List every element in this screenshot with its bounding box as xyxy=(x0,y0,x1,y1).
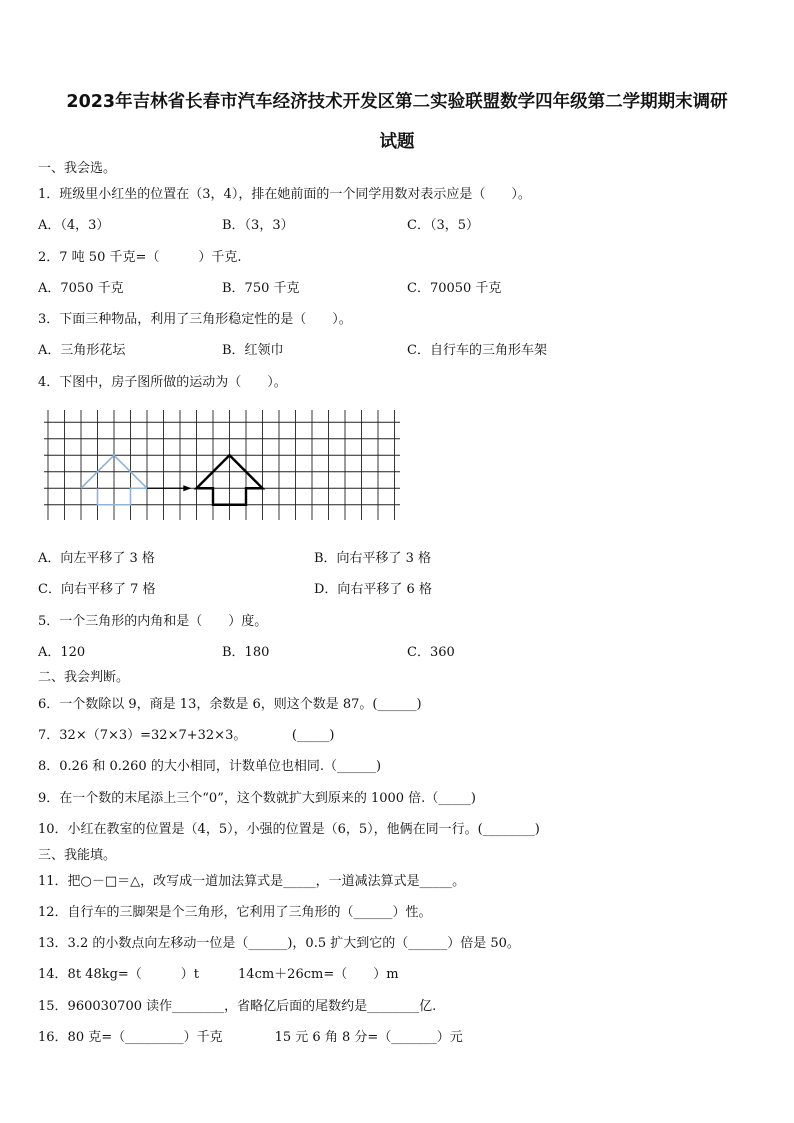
page-title: 2023年吉林省长春市汽车经济技术开发区第二实验联盟数学四年级第二学期期末调研 xyxy=(66,92,728,112)
question-5: 5．一个三角形的内角和是（ ）度。 xyxy=(38,614,268,629)
page-title-continued: 试题 xyxy=(379,132,415,152)
q5-option-a: A．120 xyxy=(38,645,86,660)
question-1: 1．班级里小红坐的位置在（3，4），排在她前面的一个同学用数对表示应是（ ）。 xyxy=(38,187,531,202)
question-8: 8．0.26 和 0.260 的大小相同，计数单位也相同.（______) xyxy=(38,759,382,774)
q1-option-b: B．（3，3） xyxy=(222,218,294,233)
question-9: 9．在一个数的末尾添上三个“0”，这个数就扩大到原来的 1000 倍.（_____) xyxy=(38,791,476,806)
arrow-head xyxy=(183,485,191,491)
question-16: 16．80 克=（_________）千克 15 元 6 角 8 分=（_______）元 xyxy=(38,1030,463,1045)
q3-option-b: B．红领巾 xyxy=(222,343,284,358)
q4-option-c: C．向右平移了 7 格 xyxy=(38,582,156,597)
section-heading-fill: 三、我能填。 xyxy=(38,848,117,863)
q3-option-c: C．自行车的三角形车架 xyxy=(407,343,547,358)
q5-option-b: B．180 xyxy=(222,645,270,660)
q2-option-b: B．750 千克 xyxy=(222,281,300,296)
question-6: 6．一个数除以 9，商是 13，余数是 6，则这个数是 87。(______) xyxy=(38,697,422,712)
q4-option-d: D．向右平移了 6 格 xyxy=(314,582,432,597)
question-15: 15．960030700 读作________，省略亿后面的尾数约是________亿. xyxy=(38,999,437,1014)
q3-option-a: A．三角形花坛 xyxy=(38,343,126,358)
question-14: 14．8t 48kg=（ ）t 14cm＋26cm=（ ）m xyxy=(38,967,399,982)
q2-option-c: C．70050 千克 xyxy=(407,281,502,296)
question-3: 3．下面三种物品，利用了三角形稳定性的是（ ）。 xyxy=(38,312,352,327)
q4-option-b: B．向右平移了 3 格 xyxy=(314,551,432,566)
section-heading-judge: 二、我会判断。 xyxy=(38,670,130,685)
translation-grid-figure xyxy=(40,410,400,520)
section-heading-choice: 一、我会选。 xyxy=(38,161,117,176)
question-2: 2．7 吨 50 千克=（ ）千克. xyxy=(38,250,242,265)
q5-option-c: C．360 xyxy=(407,645,455,660)
question-13: 13．3.2 的小数点向左移动一位是（______)，0.5 扩大到它的（______）倍是 50。 xyxy=(38,936,520,951)
question-4: 4．下图中，房子图所做的运动为（ ）。 xyxy=(38,375,287,390)
question-7: 7．32×（7×3）=32×7+32×3。 (_____) xyxy=(38,728,335,743)
question-11: 11．把○－□＝△，改写成一道加法算式是_____，一道减法算式是_____。 xyxy=(38,874,466,889)
question-10: 10．小红在教室的位置是（4，5），小强的位置是（6，5），他俩在同一行。(________) xyxy=(38,822,540,837)
q1-option-a: A．（4，3） xyxy=(38,218,110,233)
q4-option-a: A．向左平移了 3 格 xyxy=(38,551,155,566)
q2-option-a: A．7050 千克 xyxy=(38,281,124,296)
q1-option-c: C．（3，5） xyxy=(407,218,479,233)
question-12: 12．自行车的三脚架是个三角形，它利用了三角形的（______）性。 xyxy=(38,905,432,920)
